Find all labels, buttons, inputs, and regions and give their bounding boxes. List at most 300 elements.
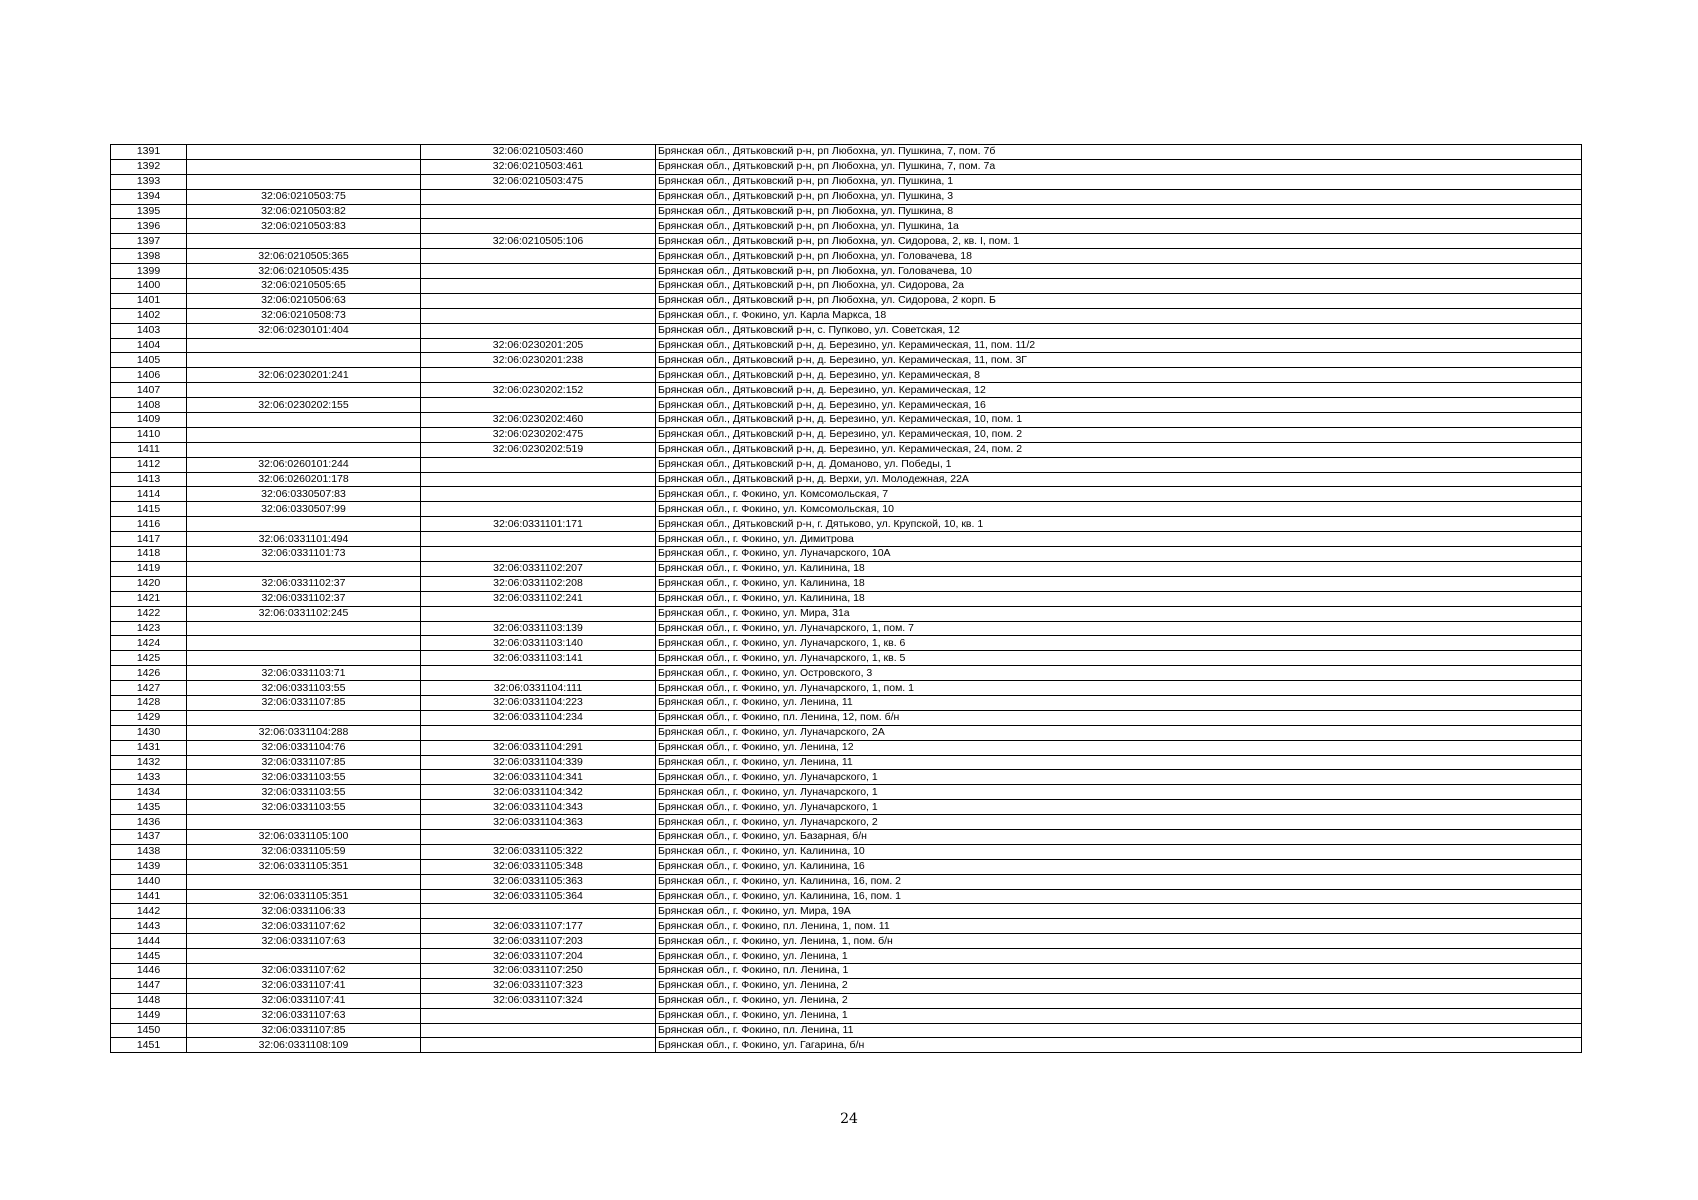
row-number-cell: 1395 [111, 204, 187, 219]
table-row [111, 889, 1582, 904]
land-cadastral-number-cell [187, 651, 421, 666]
land-cadastral-number-cell: 32:06:0210505:65 [187, 279, 421, 294]
object-cadastral-number-cell [421, 398, 656, 413]
row-number-cell: 1447 [111, 978, 187, 993]
land-cadastral-number-cell [187, 174, 421, 189]
land-cadastral-number-cell: 32:06:0331107:41 [187, 978, 421, 993]
row-number-cell: 1415 [111, 502, 187, 517]
land-cadastral-number-cell: 32:06:0331104:76 [187, 740, 421, 755]
address-cell: Брянская обл., Дятьковский р-н, д. Березино, ул. Керамическая, 24, пом. 2 [656, 442, 1582, 457]
land-cadastral-number-cell: 32:06:0210506:63 [187, 293, 421, 308]
land-cadastral-number-cell: 32:06:0230201:241 [187, 368, 421, 383]
object-cadastral-number-cell [421, 219, 656, 234]
table-row [111, 472, 1582, 487]
table-row [111, 264, 1582, 279]
address-cell: Брянская обл., г. Фокино, ул. Островского, 3 [656, 666, 1582, 681]
table-row [111, 189, 1582, 204]
table-row [111, 517, 1582, 532]
object-cadastral-number-cell: 32:06:0230201:238 [421, 353, 656, 368]
row-number-cell: 1399 [111, 264, 187, 279]
land-cadastral-number-cell: 32:06:0331104:288 [187, 725, 421, 740]
table-row [111, 532, 1582, 547]
object-cadastral-number-cell: 32:06:0331104:339 [421, 755, 656, 770]
address-cell: Брянская обл., Дятьковский р-н, рп Любохна, ул. Сидорова, 2, кв. I, пом. 1 [656, 234, 1582, 249]
row-number-cell: 1406 [111, 368, 187, 383]
row-number-cell: 1413 [111, 472, 187, 487]
row-number-cell: 1400 [111, 279, 187, 294]
address-cell: Брянская обл., г. Фокино, ул. Гагарина, б/н [656, 1038, 1582, 1053]
object-cadastral-number-cell [421, 279, 656, 294]
row-number-cell: 1416 [111, 517, 187, 532]
row-number-cell: 1443 [111, 919, 187, 934]
table-row [111, 457, 1582, 472]
land-cadastral-number-cell: 32:06:0331105:59 [187, 844, 421, 859]
table-row [111, 904, 1582, 919]
land-cadastral-number-cell: 32:06:0331103:55 [187, 785, 421, 800]
row-number-cell: 1442 [111, 904, 187, 919]
address-cell: Брянская обл., г. Фокино, ул. Ленина, 2 [656, 993, 1582, 1008]
row-number-cell: 1436 [111, 815, 187, 830]
address-cell: Брянская обл., г. Фокино, ул. Луначарского, 2А [656, 725, 1582, 740]
land-cadastral-number-cell [187, 234, 421, 249]
address-cell: Брянская обл., Дятьковский р-н, г. Дятьково, ул. Крупской, 10, кв. 1 [656, 517, 1582, 532]
object-cadastral-number-cell [421, 1023, 656, 1038]
table-row [111, 547, 1582, 562]
object-cadastral-number-cell [421, 487, 656, 502]
address-cell: Брянская обл., Дятьковский р-н, рп Любохна, ул. Пушкина, 7, пом. 7б [656, 145, 1582, 160]
address-cell: Брянская обл., г. Фокино, пл. Ленина, 1, пом. 11 [656, 919, 1582, 934]
object-cadastral-number-cell: 32:06:0331107:323 [421, 978, 656, 993]
land-cadastral-number-cell [187, 159, 421, 174]
object-cadastral-number-cell: 32:06:0331103:140 [421, 636, 656, 651]
table-row [111, 666, 1582, 681]
object-cadastral-number-cell: 32:06:0331104:341 [421, 770, 656, 785]
object-cadastral-number-cell [421, 904, 656, 919]
address-cell: Брянская обл., Дятьковский р-н, д. Березино, ул. Керамическая, 16 [656, 398, 1582, 413]
table-row [111, 234, 1582, 249]
table-row [111, 636, 1582, 651]
row-number-cell: 1440 [111, 874, 187, 889]
address-cell: Брянская обл., г. Фокино, ул. Ленина, 2 [656, 978, 1582, 993]
land-cadastral-number-cell: 32:06:0331103:55 [187, 800, 421, 815]
land-cadastral-number-cell: 32:06:0331102:37 [187, 576, 421, 591]
address-cell: Брянская обл., г. Фокино, ул. Калинина, 16, пом. 2 [656, 874, 1582, 889]
table-row [111, 145, 1582, 160]
address-cell: Брянская обл., г. Фокино, ул. Мира, 31а [656, 606, 1582, 621]
address-cell: Брянская обл., г. Фокино, пл. Ленина, 11 [656, 1023, 1582, 1038]
row-number-cell: 1431 [111, 740, 187, 755]
land-cadastral-number-cell: 32:06:0331101:494 [187, 532, 421, 547]
table-row [111, 398, 1582, 413]
object-cadastral-number-cell [421, 457, 656, 472]
object-cadastral-number-cell [421, 368, 656, 383]
address-cell: Брянская обл., г. Фокино, ул. Луначарского, 1 [656, 785, 1582, 800]
object-cadastral-number-cell [421, 308, 656, 323]
table-row [111, 368, 1582, 383]
land-cadastral-number-cell: 32:06:0330507:83 [187, 487, 421, 502]
row-number-cell: 1449 [111, 1008, 187, 1023]
address-cell: Брянская обл., г. Фокино, ул. Луначарского, 2 [656, 815, 1582, 830]
address-cell: Брянская обл., г. Фокино, ул. Луначарского, 1, пом. 7 [656, 621, 1582, 636]
table-row [111, 338, 1582, 353]
table-row [111, 993, 1582, 1008]
object-cadastral-number-cell: 32:06:0331105:364 [421, 889, 656, 904]
row-number-cell: 1428 [111, 695, 187, 710]
row-number-cell: 1427 [111, 681, 187, 696]
row-number-cell: 1402 [111, 308, 187, 323]
table-row [111, 353, 1582, 368]
table-row [111, 978, 1582, 993]
address-cell: Брянская обл., г. Фокино, ул. Комсомольская, 7 [656, 487, 1582, 502]
table-row [111, 249, 1582, 264]
object-cadastral-number-cell: 32:06:0331105:363 [421, 874, 656, 889]
land-cadastral-number-cell: 32:06:0331103:71 [187, 666, 421, 681]
table-row [111, 606, 1582, 621]
object-cadastral-number-cell [421, 547, 656, 562]
address-cell: Брянская обл., Дятьковский р-н, рп Любохна, ул. Головачева, 18 [656, 249, 1582, 264]
land-cadastral-number-cell: 32:06:0331107:85 [187, 755, 421, 770]
address-cell: Брянская обл., Дятьковский р-н, д. Березино, ул. Керамическая, 12 [656, 383, 1582, 398]
row-number-cell: 1396 [111, 219, 187, 234]
address-cell: Брянская обл., г. Фокино, ул. Ленина, 11 [656, 695, 1582, 710]
land-cadastral-number-cell: 32:06:0330507:99 [187, 502, 421, 517]
object-cadastral-number-cell [421, 293, 656, 308]
address-cell: Брянская обл., г. Фокино, ул. Калинина, 18 [656, 561, 1582, 576]
object-cadastral-number-cell: 32:06:0331104:234 [421, 710, 656, 725]
land-cadastral-number-cell [187, 710, 421, 725]
object-cadastral-number-cell: 32:06:0230202:519 [421, 442, 656, 457]
object-cadastral-number-cell: 32:06:0331107:203 [421, 934, 656, 949]
address-cell: Брянская обл., г. Фокино, ул. Карла Маркса, 18 [656, 308, 1582, 323]
table-row [111, 159, 1582, 174]
row-number-cell: 1445 [111, 949, 187, 964]
page-number: 24 [840, 1111, 858, 1127]
table-row [111, 740, 1582, 755]
table-row [111, 442, 1582, 457]
land-cadastral-number-cell [187, 561, 421, 576]
land-cadastral-number-cell: 32:06:0331106:33 [187, 904, 421, 919]
table-row [111, 413, 1582, 428]
address-cell: Брянская обл., г. Фокино, ул. Калинина, 18 [656, 576, 1582, 591]
object-cadastral-number-cell: 32:06:0230202:475 [421, 427, 656, 442]
object-cadastral-number-cell [421, 1008, 656, 1023]
row-number-cell: 1434 [111, 785, 187, 800]
table-row [111, 502, 1582, 517]
address-cell: Брянская обл., Дятьковский р-н, рп Любохна, ул. Сидорова, 2а [656, 279, 1582, 294]
row-number-cell: 1438 [111, 844, 187, 859]
table-row [111, 204, 1582, 219]
address-cell: Брянская обл., г. Фокино, ул. Луначарского, 1, пом. 1 [656, 681, 1582, 696]
address-cell: Брянская обл., Дятьковский р-н, д. Доманово, ул. Победы, 1 [656, 457, 1582, 472]
row-number-cell: 1393 [111, 174, 187, 189]
row-number-cell: 1403 [111, 323, 187, 338]
object-cadastral-number-cell: 32:06:0331102:207 [421, 561, 656, 576]
object-cadastral-number-cell: 32:06:0331104:291 [421, 740, 656, 755]
address-cell: Брянская обл., г. Фокино, ул. Луначарского, 1, кв. 6 [656, 636, 1582, 651]
address-cell: Брянская обл., г. Фокино, ул. Калинина, 18 [656, 591, 1582, 606]
row-number-cell: 1410 [111, 427, 187, 442]
row-number-cell: 1437 [111, 829, 187, 844]
address-cell: Брянская обл., г. Фокино, ул. Луначарского, 1, кв. 5 [656, 651, 1582, 666]
object-cadastral-number-cell: 32:06:0331105:348 [421, 859, 656, 874]
row-number-cell: 1425 [111, 651, 187, 666]
table-row [111, 293, 1582, 308]
table-row [111, 1038, 1582, 1053]
object-cadastral-number-cell: 32:06:0331107:177 [421, 919, 656, 934]
row-number-cell: 1441 [111, 889, 187, 904]
table-row [111, 934, 1582, 949]
object-cadastral-number-cell [421, 264, 656, 279]
object-cadastral-number-cell [421, 323, 656, 338]
object-cadastral-number-cell: 32:06:0230202:460 [421, 413, 656, 428]
table-row [111, 383, 1582, 398]
address-cell: Брянская обл., г. Фокино, ул. Луначарского, 10А [656, 547, 1582, 562]
address-cell: Брянская обл., Дятьковский р-н, рп Любохна, ул. Сидорова, 2 корп. Б [656, 293, 1582, 308]
row-number-cell: 1407 [111, 383, 187, 398]
row-number-cell: 1412 [111, 457, 187, 472]
row-number-cell: 1444 [111, 934, 187, 949]
object-cadastral-number-cell [421, 502, 656, 517]
table-row [111, 949, 1582, 964]
row-number-cell: 1404 [111, 338, 187, 353]
object-cadastral-number-cell: 32:06:0331104:111 [421, 681, 656, 696]
table-row [111, 770, 1582, 785]
row-number-cell: 1423 [111, 621, 187, 636]
row-number-cell: 1419 [111, 561, 187, 576]
object-cadastral-number-cell: 32:06:0210505:106 [421, 234, 656, 249]
object-cadastral-number-cell [421, 725, 656, 740]
object-cadastral-number-cell [421, 472, 656, 487]
land-cadastral-number-cell: 32:06:0210503:75 [187, 189, 421, 204]
land-cadastral-number-cell: 32:06:0331103:55 [187, 681, 421, 696]
table-row [111, 963, 1582, 978]
address-cell: Брянская обл., г. Фокино, ул. Калинина, 16 [656, 859, 1582, 874]
land-cadastral-number-cell [187, 338, 421, 353]
address-cell: Брянская обл., г. Фокино, ул. Луначарского, 1 [656, 770, 1582, 785]
address-cell: Брянская обл., г. Фокино, ул. Ленина, 1 [656, 1008, 1582, 1023]
table-row [111, 279, 1582, 294]
table-row [111, 219, 1582, 234]
row-number-cell: 1405 [111, 353, 187, 368]
land-cadastral-number-cell [187, 815, 421, 830]
row-number-cell: 1398 [111, 249, 187, 264]
land-cadastral-number-cell: 32:06:0331103:55 [187, 770, 421, 785]
row-number-cell: 1450 [111, 1023, 187, 1038]
address-cell: Брянская обл., Дятьковский р-н, д. Березино, ул. Керамическая, 11, пом. 3Г [656, 353, 1582, 368]
object-cadastral-number-cell [421, 666, 656, 681]
table-row [111, 427, 1582, 442]
land-cadastral-number-cell: 32:06:0331107:62 [187, 963, 421, 978]
row-number-cell: 1432 [111, 755, 187, 770]
table-row [111, 874, 1582, 889]
table-row [111, 174, 1582, 189]
table-row [111, 1023, 1582, 1038]
row-number-cell: 1391 [111, 145, 187, 160]
land-cadastral-number-cell [187, 442, 421, 457]
object-cadastral-number-cell [421, 189, 656, 204]
object-cadastral-number-cell: 32:06:0331103:141 [421, 651, 656, 666]
row-number-cell: 1420 [111, 576, 187, 591]
land-cadastral-number-cell: 32:06:0331107:41 [187, 993, 421, 1008]
address-cell: Брянская обл., Дятьковский р-н, д. Верхи, ул. Молодежная, 22А [656, 472, 1582, 487]
row-number-cell: 1401 [111, 293, 187, 308]
object-cadastral-number-cell: 32:06:0210503:460 [421, 145, 656, 160]
address-cell: Брянская обл., г. Фокино, ул. Комсомольская, 10 [656, 502, 1582, 517]
land-cadastral-number-cell: 32:06:0230101:404 [187, 323, 421, 338]
land-cadastral-number-cell: 32:06:0331101:73 [187, 547, 421, 562]
address-cell: Брянская обл., г. Фокино, ул. Калинина, 10 [656, 844, 1582, 859]
land-cadastral-number-cell: 32:06:0331102:37 [187, 591, 421, 606]
land-cadastral-number-cell: 32:06:0331107:63 [187, 934, 421, 949]
land-cadastral-number-cell [187, 517, 421, 532]
land-cadastral-number-cell: 32:06:0331105:100 [187, 829, 421, 844]
address-cell: Брянская обл., г. Фокино, ул. Ленина, 12 [656, 740, 1582, 755]
land-cadastral-number-cell: 32:06:0331102:245 [187, 606, 421, 621]
table-row [111, 755, 1582, 770]
object-cadastral-number-cell: 32:06:0210503:461 [421, 159, 656, 174]
object-cadastral-number-cell [421, 829, 656, 844]
registry-table [110, 144, 1582, 1053]
row-number-cell: 1451 [111, 1038, 187, 1053]
row-number-cell: 1435 [111, 800, 187, 815]
address-cell: Брянская обл., г. Фокино, ул. Базарная, б/н [656, 829, 1582, 844]
table-row [111, 621, 1582, 636]
row-number-cell: 1446 [111, 963, 187, 978]
land-cadastral-number-cell: 32:06:0260101:244 [187, 457, 421, 472]
address-cell: Брянская обл., Дятьковский р-н, рп Любохна, ул. Пушкина, 7, пом. 7а [656, 159, 1582, 174]
land-cadastral-number-cell: 32:06:0210503:82 [187, 204, 421, 219]
land-cadastral-number-cell: 32:06:0331107:62 [187, 919, 421, 934]
row-number-cell: 1422 [111, 606, 187, 621]
row-number-cell: 1433 [111, 770, 187, 785]
land-cadastral-number-cell: 32:06:0230202:155 [187, 398, 421, 413]
row-number-cell: 1439 [111, 859, 187, 874]
table-row [111, 844, 1582, 859]
object-cadastral-number-cell: 32:06:0331104:342 [421, 785, 656, 800]
address-cell: Брянская обл., г. Фокино, ул. Ленина, 1 [656, 949, 1582, 964]
address-cell: Брянская обл., Дятьковский р-н, д. Березино, ул. Керамическая, 10, пом. 1 [656, 413, 1582, 428]
land-cadastral-number-cell: 32:06:0210505:435 [187, 264, 421, 279]
land-cadastral-number-cell [187, 383, 421, 398]
table-row [111, 919, 1582, 934]
table-row [111, 308, 1582, 323]
registry-table-body [111, 145, 1582, 1053]
table-row [111, 710, 1582, 725]
address-cell: Брянская обл., Дятьковский р-н, с. Пупково, ул. Советская, 12 [656, 323, 1582, 338]
land-cadastral-number-cell [187, 427, 421, 442]
object-cadastral-number-cell: 32:06:0331104:343 [421, 800, 656, 815]
address-cell: Брянская обл., г. Фокино, ул. Мира, 19А [656, 904, 1582, 919]
object-cadastral-number-cell: 32:06:0331103:139 [421, 621, 656, 636]
address-cell: Брянская обл., Дятьковский р-н, рп Любохна, ул. Пушкина, 1а [656, 219, 1582, 234]
object-cadastral-number-cell: 32:06:0331105:322 [421, 844, 656, 859]
row-number-cell: 1394 [111, 189, 187, 204]
address-cell: Брянская обл., Дятьковский р-н, рп Любохна, ул. Пушкина, 8 [656, 204, 1582, 219]
object-cadastral-number-cell: 32:06:0331107:250 [421, 963, 656, 978]
table-row [111, 561, 1582, 576]
table-row [111, 323, 1582, 338]
row-number-cell: 1426 [111, 666, 187, 681]
object-cadastral-number-cell [421, 204, 656, 219]
row-number-cell: 1430 [111, 725, 187, 740]
address-cell: Брянская обл., г. Фокино, ул. Ленина, 1, пом. б/н [656, 934, 1582, 949]
object-cadastral-number-cell: 32:06:0331107:324 [421, 993, 656, 1008]
land-cadastral-number-cell: 32:06:0331105:351 [187, 859, 421, 874]
object-cadastral-number-cell [421, 606, 656, 621]
row-number-cell: 1448 [111, 993, 187, 1008]
address-cell: Брянская обл., г. Фокино, пл. Ленина, 1 [656, 963, 1582, 978]
object-cadastral-number-cell: 32:06:0331104:223 [421, 695, 656, 710]
object-cadastral-number-cell: 32:06:0230201:205 [421, 338, 656, 353]
land-cadastral-number-cell: 32:06:0260201:178 [187, 472, 421, 487]
object-cadastral-number-cell [421, 249, 656, 264]
address-cell: Брянская обл., г. Фокино, пл. Ленина, 12, пом. б/н [656, 710, 1582, 725]
land-cadastral-number-cell [187, 874, 421, 889]
row-number-cell: 1424 [111, 636, 187, 651]
object-cadastral-number-cell [421, 1038, 656, 1053]
table-row [111, 1008, 1582, 1023]
land-cadastral-number-cell [187, 413, 421, 428]
table-row [111, 725, 1582, 740]
address-cell: Брянская обл., Дятьковский р-н, д. Березино, ул. Керамическая, 11, пом. 11/2 [656, 338, 1582, 353]
address-cell: Брянская обл., г. Фокино, ул. Калинина, 16, пом. 1 [656, 889, 1582, 904]
land-cadastral-number-cell [187, 636, 421, 651]
row-number-cell: 1409 [111, 413, 187, 428]
land-cadastral-number-cell: 32:06:0331105:351 [187, 889, 421, 904]
land-cadastral-number-cell: 32:06:0331107:63 [187, 1008, 421, 1023]
row-number-cell: 1418 [111, 547, 187, 562]
object-cadastral-number-cell: 32:06:0230202:152 [421, 383, 656, 398]
row-number-cell: 1429 [111, 710, 187, 725]
land-cadastral-number-cell: 32:06:0210505:365 [187, 249, 421, 264]
table-row [111, 695, 1582, 710]
land-cadastral-number-cell [187, 145, 421, 160]
address-cell: Брянская обл., Дятьковский р-н, рп Любохна, ул. Пушкина, 3 [656, 189, 1582, 204]
table-row [111, 829, 1582, 844]
object-cadastral-number-cell [421, 532, 656, 547]
land-cadastral-number-cell [187, 621, 421, 636]
table-row [111, 591, 1582, 606]
row-number-cell: 1411 [111, 442, 187, 457]
object-cadastral-number-cell: 32:06:0331107:204 [421, 949, 656, 964]
table-row [111, 815, 1582, 830]
row-number-cell: 1414 [111, 487, 187, 502]
row-number-cell: 1397 [111, 234, 187, 249]
object-cadastral-number-cell: 32:06:0331101:171 [421, 517, 656, 532]
object-cadastral-number-cell: 32:06:0210503:475 [421, 174, 656, 189]
table-row [111, 487, 1582, 502]
land-cadastral-number-cell: 32:06:0331107:85 [187, 695, 421, 710]
object-cadastral-number-cell: 32:06:0331102:208 [421, 576, 656, 591]
land-cadastral-number-cell: 32:06:0331108:109 [187, 1038, 421, 1053]
table-row [111, 651, 1582, 666]
address-cell: Брянская обл., г. Фокино, ул. Ленина, 11 [656, 755, 1582, 770]
address-cell: Брянская обл., Дятьковский р-н, рп Любохна, ул. Пушкина, 1 [656, 174, 1582, 189]
land-cadastral-number-cell: 32:06:0331107:85 [187, 1023, 421, 1038]
table-row [111, 785, 1582, 800]
address-cell: Брянская обл., Дятьковский р-н, рп Любохна, ул. Головачева, 10 [656, 264, 1582, 279]
table-row [111, 800, 1582, 815]
land-cadastral-number-cell [187, 949, 421, 964]
table-row [111, 576, 1582, 591]
address-cell: Брянская обл., г. Фокино, ул. Димитрова [656, 532, 1582, 547]
address-cell: Брянская обл., Дятьковский р-н, д. Березино, ул. Керамическая, 8 [656, 368, 1582, 383]
table-row [111, 681, 1582, 696]
row-number-cell: 1392 [111, 159, 187, 174]
row-number-cell: 1408 [111, 398, 187, 413]
object-cadastral-number-cell: 32:06:0331102:241 [421, 591, 656, 606]
land-cadastral-number-cell: 32:06:0210508:73 [187, 308, 421, 323]
